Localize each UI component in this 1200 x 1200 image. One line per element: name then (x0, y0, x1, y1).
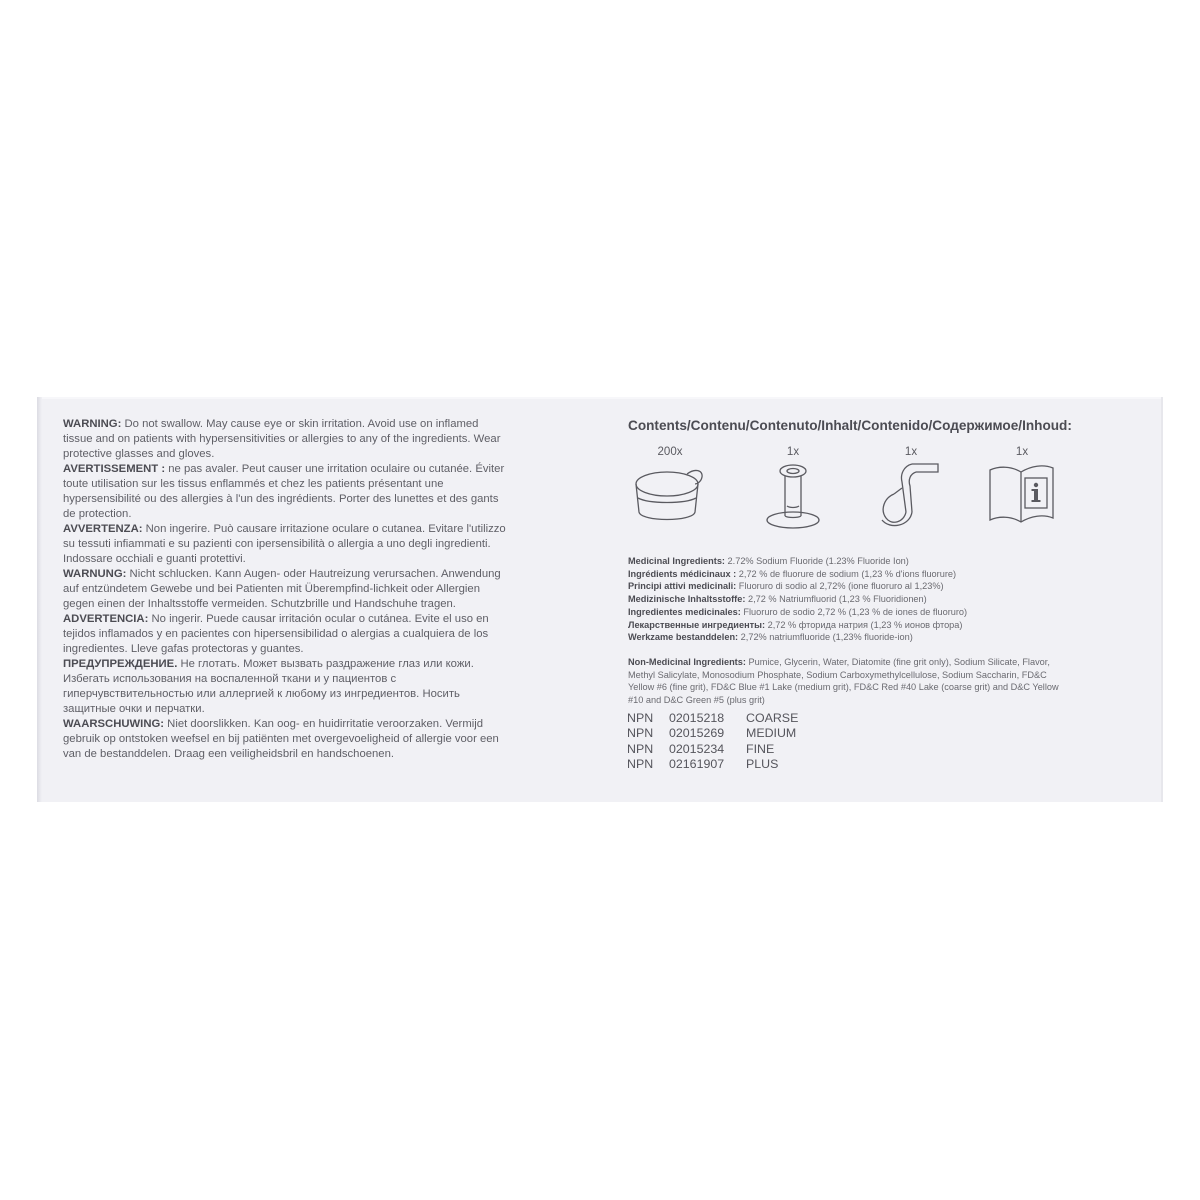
npn-row: NPN 02161907 PLUS (627, 757, 779, 772)
npn-row: NPN 02015234 FINE (627, 741, 775, 756)
prophy-cup-icon (629, 460, 711, 530)
npn-list (627, 711, 798, 773)
npn-row: NPN 02015218 COARSE (627, 711, 799, 725)
medicinal-ru: Лекарственные ингредиенты: 2,72 % фторида натрия (1,23 % ионов фтора) (628, 619, 963, 630)
instructions-leaflet-icon (987, 460, 1057, 532)
item-count: 1x (1015, 446, 1029, 458)
medicinal-de: Medizinische Inhaltsstoffe: 2,72 % Natriumfluorid (1,23 % Fluoridionen) (628, 594, 927, 605)
item-count: 200x (657, 446, 683, 458)
npn-row: NPN 02015269 MEDIUM (627, 726, 797, 741)
warning-ru: ПРЕДУПРЕЖДЕНИЕ. Не глотать. Может вызвать раздражение глаз или кожи. Избегать использования на воспаленной ткани и у пациентов с гиперчувствительностью или аллергией к любому из ингредиентов. Носить защитные очки и перчатки. (63, 658, 474, 715)
medicinal-en: Medicinal Ingredients: 2.72% Sodium Fluoride (1.23% Fluoride Ion) (628, 556, 909, 566)
contents-item-leaflet (986, 446, 1058, 532)
finger-strap-icon (876, 460, 946, 532)
warning-en: WARNING: Do not swallow. May cause eye or skin irritation. Avoid use on inflamed tissue and on patients with hypersensitivities or allergies to any of the ingredients. Wear protective glasses and gloves. (63, 418, 501, 460)
contents-item-strap (876, 446, 946, 532)
medicinal-it: Principi attivi medicinali: Fluoruro di sodio al 2,72% (ione fluoruro al 1,23%) (628, 581, 944, 592)
medicinal-es: Ingredientes medicinales: Fluoruro de sodio 2,72 % (1,23 % de iones de fluoruro) (628, 606, 968, 617)
medicinal-ingredients (628, 555, 1128, 644)
contents-item-ring (762, 446, 824, 532)
ring-holder-icon (762, 460, 824, 532)
warning-fr: AVERTISSEMENT : ne pas avaler. Peut causer une irritation oculaire ou cutanée. Éviter toute utilisation sur les tissus enflammés et chez les patients présentant une hypersensibilité ou des allergies à l'un des ingrédients. Porter des lunettes et des gants de protection. (63, 463, 505, 520)
warning-es: ADVERTENCIA: No ingerir. Puede causar irritación ocular o cutánea. Evite el uso en tejidos inflamados y en pacientes con hipersensibilidad o alergias a cualquiera de los ingredientes. Lleve gafas protectoras y guantes. (63, 613, 489, 655)
medicinal-fr: Ingrédients médicinaux : 2,72 % de fluorure de sodium (1,23 % d'ions fluorure) (628, 568, 957, 579)
warning-it: AVVERTENZA: Non ingerire. Può causare irritazione oculare o cutanea. Evitare l'utilizzo su tessuti infiammati e su pazienti con ipersensibilità o allergia a uno degli ingredienti. Indossare occhiali e guanti protettivi. (63, 523, 506, 565)
contents-item-cups (623, 446, 717, 530)
item-count: 1x (904, 446, 918, 458)
warnings-block (63, 417, 508, 762)
warning-nl: WAARSCHUWING: Niet doorslikken. Kan oog- en huidirritatie veroorzaken. Vermijd gebruik op ontstoken weefsel en bij patiënten met overgevoeligheid of allergie voor een van de bestanddelen. Draag een veiligheidsbril en handschoenen. (63, 718, 499, 760)
medicinal-nl: Werkzame bestanddelen: 2,72% natriumfluoride (1,23% fluoride-ion) (628, 632, 913, 643)
non-medicinal-ingredients: Non-Medicinal Ingredients: Pumice, Glycerin, Water, Diatomite (fine grit only), Sodium Silicate, Flavor, Methyl Salicylate, Monosodium Phosphate, Sodium Carboxymethylcellulose, Sodium Saccharin, FD&C Yellow #6 (fine grit), FD&C Blue #1 Lake (medium grit), FD&C Red #40 Lake (coarse grit) and D&C Yellow #10 and D&C Green #5 (plus grit) (628, 657, 1059, 706)
item-count: 1x (786, 446, 800, 458)
contents-title: Contents/Contenu/Contenuto/Inhalt/Contenido/Содержимое/Inhoud: (628, 418, 1072, 433)
warning-de: WARNUNG: Nicht schlucken. Kann Augen- oder Hautreizung verursachen. Anwendung auf entzündetem Gewebe und bei Patienten mit Überempfind-lichkeit oder Allergien gegen einen der Inhaltsstoffe vermeiden. Schutzbrille und Handschuhe tragen. (63, 568, 501, 610)
